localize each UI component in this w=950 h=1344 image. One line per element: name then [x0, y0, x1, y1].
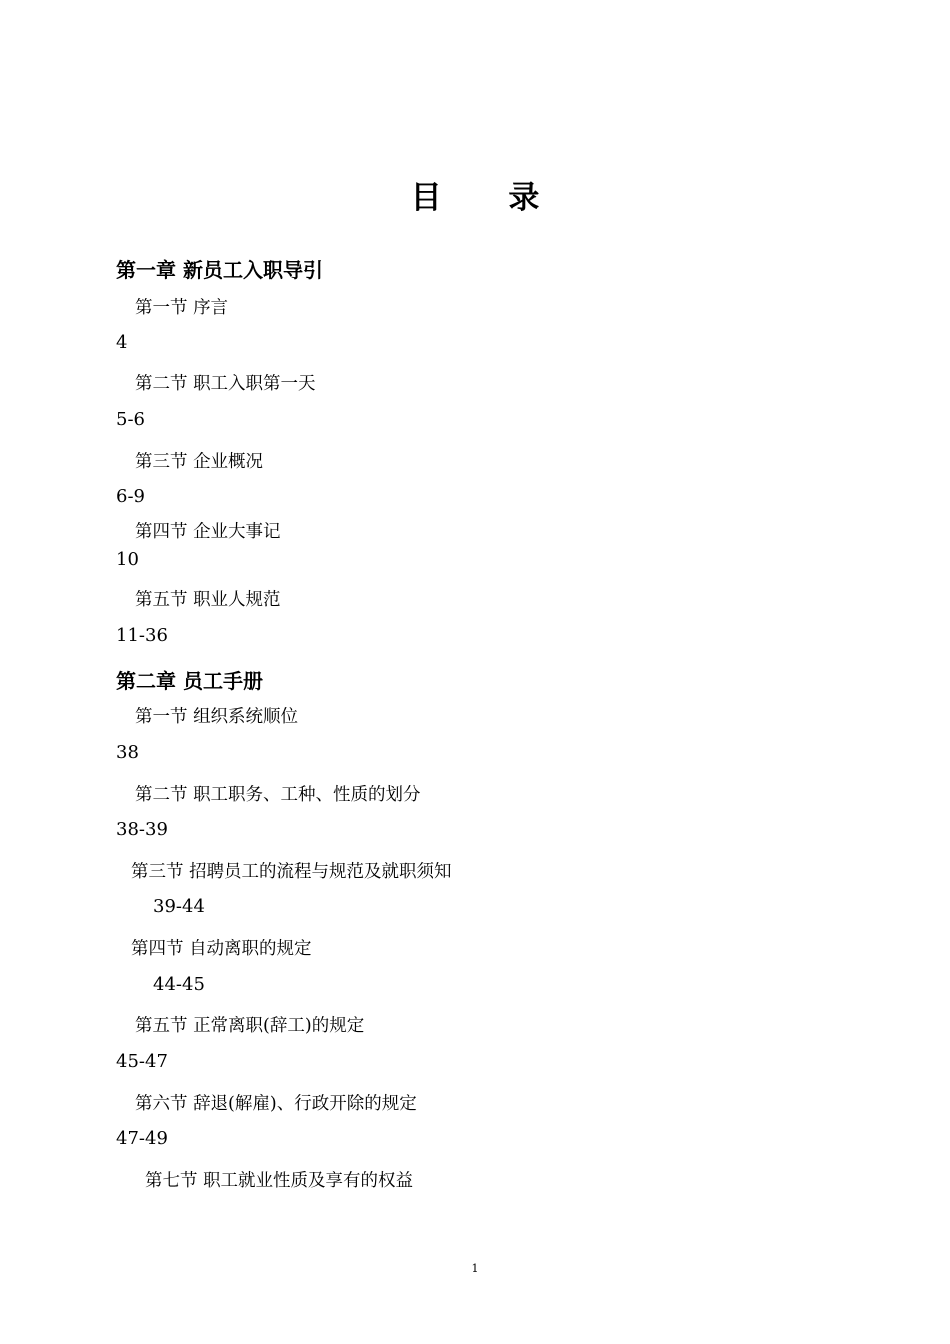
toc-entry[interactable]: [135, 1014, 842, 1038]
toc-entry-label: 第二节 职工职务、工种、性质的划分: [135, 785, 421, 805]
toc-page-range: 10: [116, 549, 139, 570]
toc-entry[interactable]: [131, 860, 837, 884]
leader-dots: [135, 309, 837, 310]
toc-page-range: 11-36: [116, 625, 168, 646]
toc-page-range: 4: [116, 332, 128, 353]
toc-entry[interactable]: [135, 372, 842, 396]
toc-entry[interactable]: [131, 937, 838, 961]
toc-entry-label: 第二节 职工入职第一天: [135, 374, 316, 394]
toc-entry-label: 第一节 序言: [135, 298, 229, 318]
toc-page-range: 6-9: [116, 486, 145, 507]
toc-entry-label: 第五节 正常离职(辞工)的规定: [135, 1016, 365, 1036]
chapter-heading-2: 第二章 员工手册: [116, 669, 263, 693]
toc-page-range: 38-39: [116, 819, 168, 840]
toc-entry-label: 第三节 企业概况: [135, 452, 264, 472]
toc-entry-label: 第四节 企业大事记: [135, 522, 281, 542]
toc-entry[interactable]: [135, 705, 842, 729]
page-number: 1: [471, 1262, 479, 1275]
toc-entry-label: 第七节 职工就业性质及享有的权益: [145, 1171, 414, 1191]
toc-entry[interactable]: [135, 296, 837, 320]
toc-page-range: 45-47: [116, 1051, 168, 1072]
toc-entry[interactable]: [135, 520, 842, 544]
toc-entry-label: 第六节 辞退(解雇)、行政开除的规定: [135, 1094, 417, 1114]
toc-page-range: 44-45: [153, 974, 205, 995]
toc-title: 目 录: [410, 180, 568, 216]
toc-page-range: 47-49: [116, 1128, 168, 1149]
toc-entry-label: 第五节 职业人规范: [135, 590, 281, 610]
toc-page-range: 38: [116, 742, 139, 763]
toc-entry-label: 第三节 招聘员工的流程与规范及就职须知: [131, 862, 452, 882]
toc-entry[interactable]: [135, 588, 842, 612]
chapter-heading-1: 第一章 新员工入职导引: [116, 258, 323, 282]
toc-page-range: 39-44: [153, 896, 205, 917]
toc-page-range: 5-6: [116, 409, 145, 430]
toc-entry-label: 第四节 自动离职的规定: [131, 939, 312, 959]
toc-entry[interactable]: [135, 1092, 840, 1116]
toc-entry[interactable]: [135, 783, 840, 807]
toc-entry[interactable]: [145, 1169, 837, 1193]
toc-entry[interactable]: [135, 450, 842, 474]
toc-entry-label: 第一节 组织系统顺位: [135, 707, 299, 727]
